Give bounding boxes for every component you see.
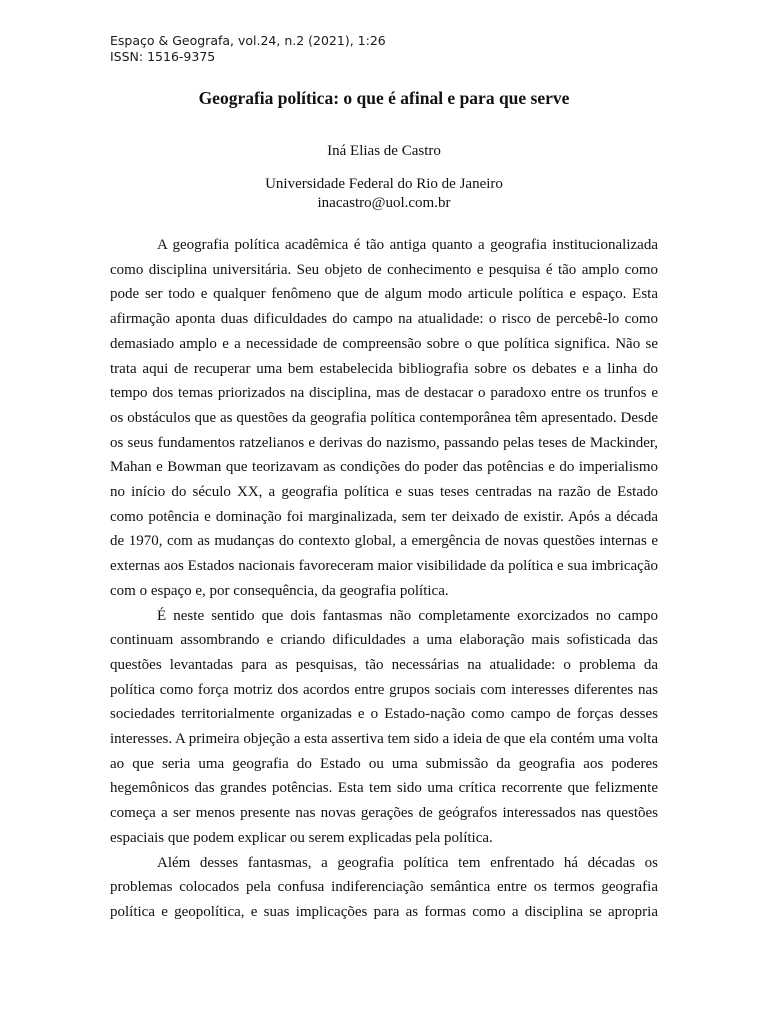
paragraph: É neste sentido que dois fantasmas não completamente exorcizados no campo continuam assombrando e criando dificuldades a uma elaboração mais sofisticada das questões levantadas para as pesquisas, tão necessárias na atualidade: o problema da política como força motriz dos acordos entre grupos sociais com interesses diferentes nas sociedades territorialmente organizadas e o Estado-nação como campo de forças desses interesses. A primeira objeção a esta assertiva tem sido a ideia de que ela contém uma volta ao que seria uma geografia do Estado ou uma submissão da geografia aos poderes hegemônicos das grandes potências. Esta tem sido uma crítica recorrente que felizmente começa a ser menos presente nas novas gerações de geógrafos interessados nas questões espaciais que podem explicar ou serem explicadas pela política.: [110, 607, 658, 846]
author-name: Iná Elias de Castro: [327, 143, 441, 159]
author-affiliation: [0, 175, 768, 213]
journal-issn: ISSN: 1516-9375: [110, 49, 216, 64]
journal-citation: Espaço & Geografa, vol.24, n.2 (2021), 1:26: [110, 33, 386, 48]
author-email: inacastro@uol.com.br: [317, 195, 451, 211]
article-body: [110, 233, 658, 925]
institution: Universidade Federal do Rio de Janeiro: [265, 176, 503, 192]
article-title: Geografia política: o que é afinal e para que serve: [198, 88, 570, 108]
journal-header: [110, 33, 386, 65]
paragraph: A geografia política acadêmica é tão antiga quanto a geografia institucionalizada como disciplina universitária. Seu objeto de conhecimento e pesquisa é tão amplo como pode ser todo e qualquer fenômeno que de algum modo articule política e espaço. Esta afirmação aponta duas dificuldades do campo na atualidade: o risco de percebê-lo como demasiado amplo e a necessidade de compreensão sobre o que política significa. Não se trata aqui de recuperar uma bem estabelecida bibliografia sobre os debates e a linha do tempo dos temas priorizados na disciplina, mas de destacar o paradoxo entre os trunfos e os obstáculos que as questões da geografia política contemporânea têm apresentado. Desde os seus fundamentos ratzelianos e derivas do nazismo, passando pelas teses de Mackinder, Mahan e Bowman que teorizavam as condições do poder das potências e do imperialismo no início do século XX, a geografia política e suas teses centradas na razão de Estado como potência e dominação foi marginalizada, sem ter deixado de existir. Após a década de 1970, com as mudanças do contexto global, a emergência de novas questões internas e externas aos Estados nacionais favoreceram maior visibilidade da política e sua imbricação com o espaço e, por consequência, da geografia política.: [110, 237, 658, 599]
paragraph: Além desses fantasmas, a geografia política tem enfrentado há décadas os problemas colocados pela confusa indiferenciação semântica entre os termos geografia política e geopolítica, e suas implicações para as formas como a disciplina se apropria: [110, 854, 658, 920]
